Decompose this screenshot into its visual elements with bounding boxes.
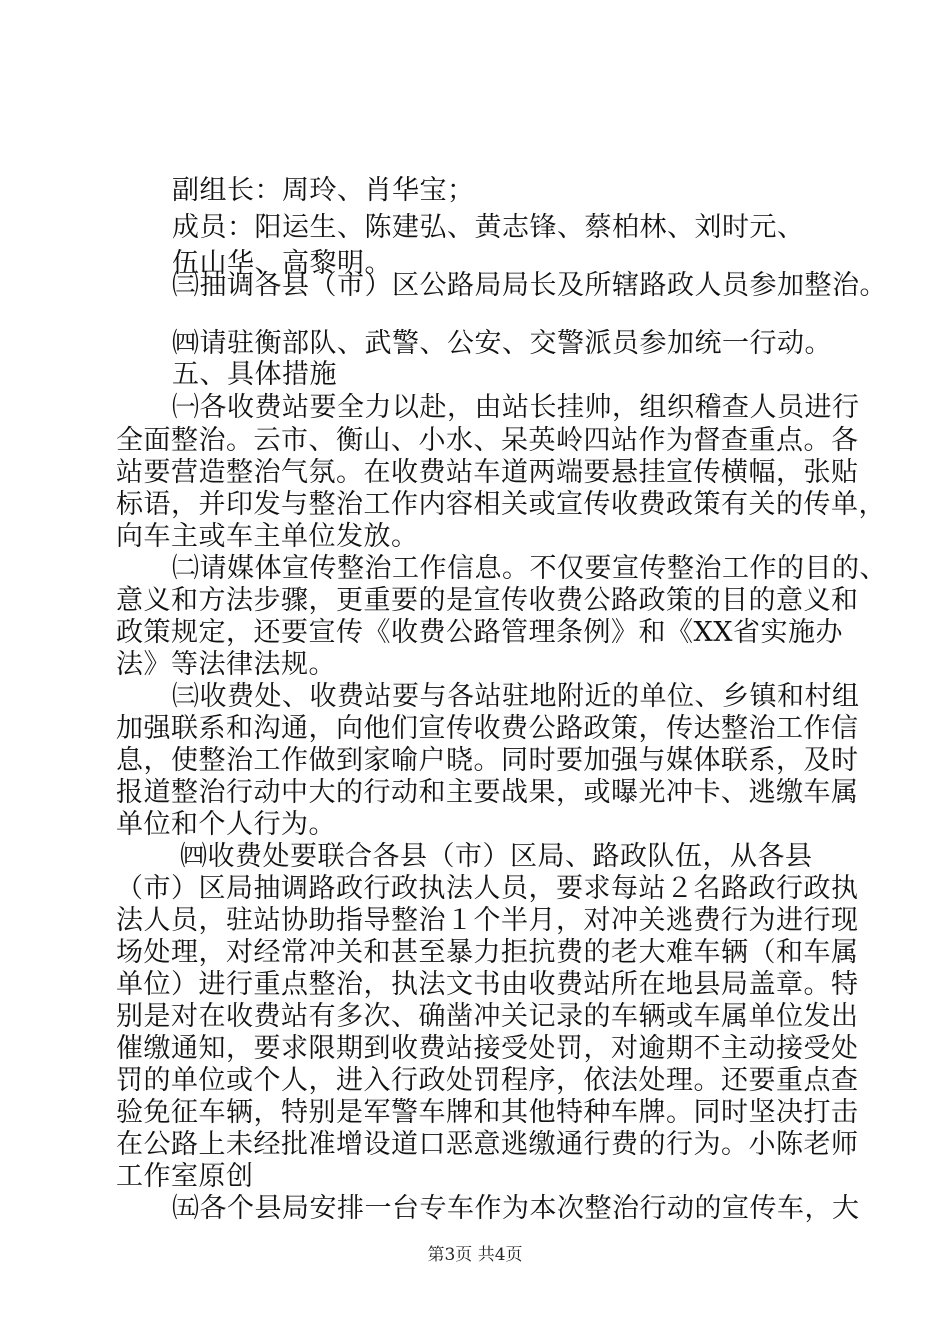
text-line: 验免征车辆，特别是军警车牌和其他特种车牌。同时坚决打击: [116, 1097, 859, 1128]
text-line: ㈡请媒体宣传整治工作信息。不仅要宣传整治工作的目的、: [172, 553, 887, 584]
text-line: ㈣收费处要联合各县（市）区局、路政队伍，从各县: [180, 841, 813, 872]
text-line: 别是对在收费站有多次、确凿冲关记录的车辆或车属单位发出: [116, 1001, 859, 1032]
text-line: ㈢收费处、收费站要与各站驻地附近的单位、乡镇和村组: [172, 681, 860, 712]
text-line: 在公路上未经批准增设道口恶意逃缴通行费的行为。小陈老师: [116, 1129, 859, 1160]
text-line: （市）区局抽调路政行政执法人员，要求每站２名路政行政执: [116, 873, 859, 904]
section-heading: 五、具体措施: [172, 359, 337, 390]
text-line: 标语，并印发与整治工作内容相关或宣传收费政策有关的传单，: [116, 489, 886, 520]
text-line: ㈤各个县局安排一台专车作为本次整治行动的宣传车，大: [172, 1193, 860, 1224]
text-line: ㈢抽调各县（市）区公路局局长及所辖路政人员参加整治。: [172, 270, 887, 301]
text-line: 意义和方法步骤，更重要的是宣传收费公路政策的目的意义和: [116, 585, 859, 616]
text-line: 成员：阳运生、陈建弘、黄志锋、蔡柏林、刘时元、: [172, 212, 805, 243]
text-line: 单位和个人行为。: [116, 809, 336, 840]
text-line: 工作室原创: [116, 1161, 254, 1192]
text-line: 加强联系和沟通，向他们宣传收费公路政策，传达整治工作信: [116, 713, 859, 744]
text-line: 伍山华、高黎明。: [172, 248, 392, 279]
text-line: 法》等法律法规。: [116, 649, 336, 680]
text-line: 向车主或车主单位发放。: [116, 521, 419, 552]
text-line: 罚的单位或个人，进入行政处罚程序，依法处理。还要重点查: [116, 1065, 859, 1096]
text-line: ㈠各收费站要全力以赴，由站长挂帅，组织稽查人员进行: [172, 392, 860, 423]
page-number-footer: 第3页 共4页: [427, 1245, 523, 1265]
text-line: 副组长：周玲、肖华宝；: [172, 175, 475, 206]
text-line: ㈣请驻衡部队、武警、公安、交警派员参加统一行动。: [172, 328, 832, 359]
text-line: 法人员，驻站协助指导整治１个半月，对冲关逃费行为进行现: [116, 905, 859, 936]
text-line: 息，使整治工作做到家喻户晓。同时要加强与媒体联系，及时: [116, 745, 859, 776]
text-line: 政策规定，还要宣传《收费公路管理条例》和《XX省实施办: [116, 617, 843, 648]
text-line: 报道整治行动中大的行动和主要战果，或曝光冲卡、逃缴车属: [116, 777, 859, 808]
text-line: 催缴通知，要求限期到收费站接受处罚，对逾期不主动接受处: [116, 1033, 859, 1064]
text-line: 场处理，对经常冲关和甚至暴力拒抗费的老大难车辆（和车属: [116, 937, 859, 968]
text-line: 全面整治。云市、衡山、小水、呆英岭四站作为督查重点。各: [116, 425, 859, 456]
text-line: 单位）进行重点整治，执法文书由收费站所在地县局盖章。特: [116, 969, 859, 1000]
text-line: 站要营造整治气氛。在收费站车道两端要悬挂宣传横幅，张贴: [116, 457, 859, 488]
